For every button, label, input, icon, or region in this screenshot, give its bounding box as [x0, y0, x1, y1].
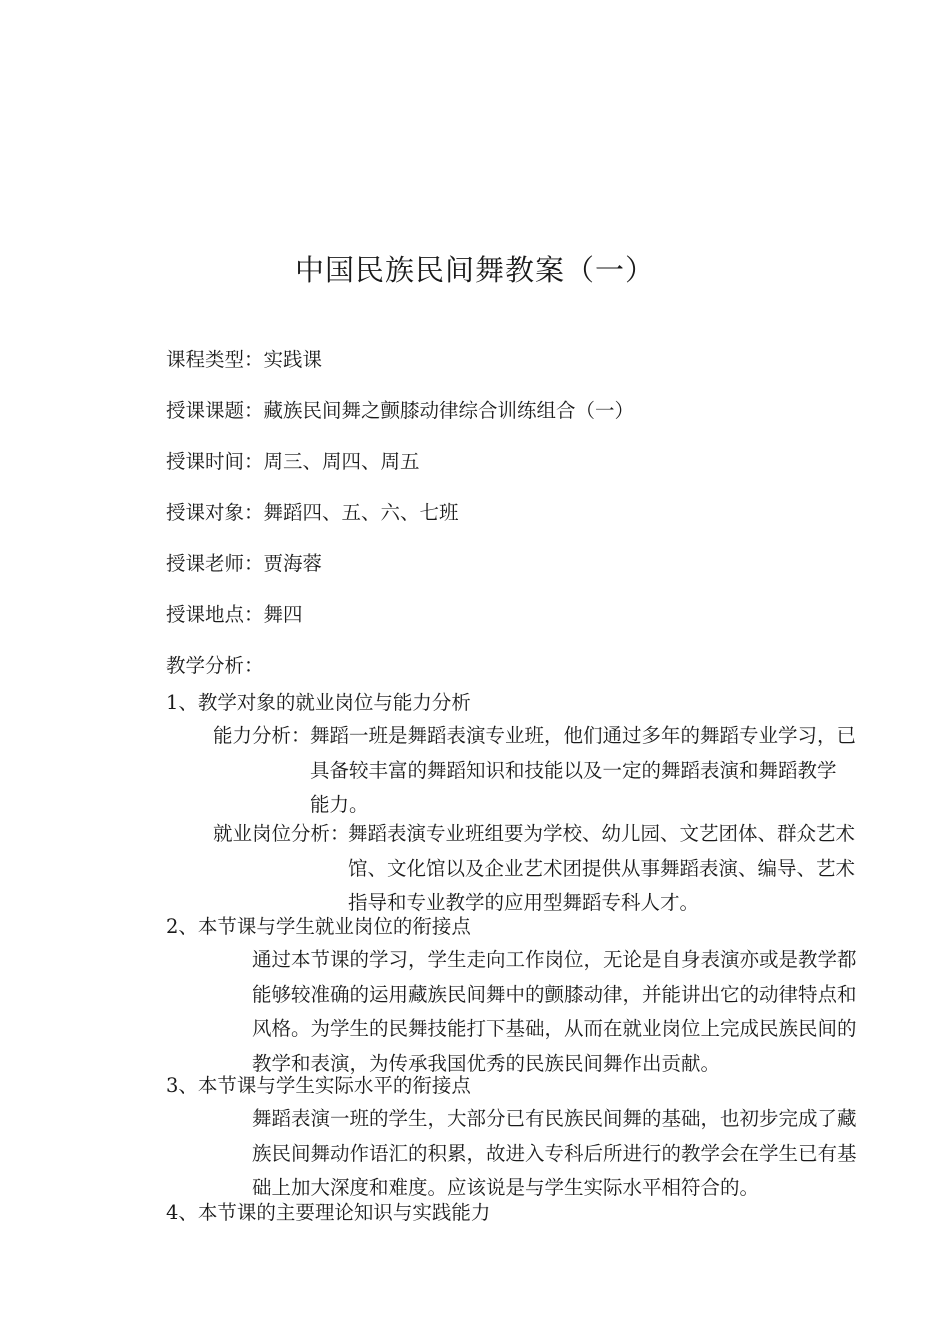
employment-line: 馆、文化馆以及企业艺术团提供从事舞蹈表演、编导、艺术: [348, 856, 856, 880]
info-value: 舞蹈四、五、六、七班: [263, 501, 459, 524]
employment-label: 就业岗位分析：: [213, 822, 350, 845]
info-value: 舞四: [263, 603, 303, 626]
paragraph-line: 风格。为学生的民舞技能打下基础，从而在就业岗位上完成民族民间的: [252, 1017, 857, 1040]
paragraph-line: 族民间舞动作语汇的积累，故进入专科后所进行的教学会在学生已有基: [252, 1141, 857, 1165]
info-teacher: [166, 549, 322, 579]
section-3-heading: 3、本节课与学生实际水平的衔接点: [166, 1074, 471, 1097]
info-label: 授课对象：: [166, 501, 264, 524]
page-title: 中国民族民间舞教案（一）: [294, 253, 655, 287]
analysis-heading: 教学分析：: [166, 654, 264, 677]
section-1-heading: 1、教学对象的就业岗位与能力分析: [166, 691, 471, 714]
paragraph-line: 舞蹈表演一班的学生，大部分已有民族民间舞的基础，也初步完成了藏: [252, 1107, 857, 1130]
employment-line: 舞蹈表演专业班组要为学校、幼儿园、文艺团体、群众艺术: [348, 822, 856, 845]
ability-line: 能力。: [310, 793, 369, 816]
info-audience: [166, 498, 459, 528]
info-value: 贾海蓉: [263, 552, 323, 575]
section-3-body: [252, 1102, 862, 1206]
info-time: [166, 447, 420, 477]
info-value: 实践课: [263, 348, 323, 371]
ability-line: 具备较丰富的舞蹈知识和技能以及一定的舞蹈表演和舞蹈教学: [310, 758, 837, 782]
ability-analysis: [213, 719, 857, 823]
ability-line: 舞蹈一班是舞蹈表演专业班，他们通过多年的舞蹈专业学习，已: [310, 724, 857, 747]
info-label: 授课时间：: [166, 450, 264, 473]
info-course-type: [166, 345, 322, 375]
paragraph-line: 教学和表演，为传承我国优秀的民族民间舞作出贡献。: [252, 1051, 721, 1075]
section-4-heading: 4、本节课的主要理论知识与实践能力: [166, 1201, 491, 1224]
employment-analysis: [213, 817, 856, 921]
info-value: 周三、周四、周五: [263, 450, 420, 473]
info-value: 藏族民间舞之颤膝动律综合训练组合（一）: [263, 399, 635, 422]
info-label: 课程类型：: [166, 348, 264, 371]
info-label: 授课老师：: [166, 552, 264, 575]
paragraph-line: 础上加大深度和难度。应该说是与学生实际水平相符合的。: [252, 1176, 760, 1199]
section-2-heading: 2、本节课与学生就业岗位的衔接点: [166, 915, 471, 938]
section-2-body: [252, 943, 862, 1081]
paragraph-line: 通过本节课的学习，学生走向工作岗位，无论是自身表演亦或是教学都: [252, 948, 857, 971]
info-label: 授课课题：: [166, 399, 264, 422]
info-location: [166, 600, 303, 630]
paragraph-line: 能够较准确的运用藏族民间舞中的颤膝动律，并能讲出它的动律特点和: [252, 982, 857, 1006]
employment-line: 指导和专业教学的应用型舞蹈专科人才。: [348, 891, 700, 914]
info-label: 授课地点：: [166, 603, 264, 626]
info-topic: [166, 396, 634, 426]
ability-label: 能力分析：: [213, 724, 311, 747]
